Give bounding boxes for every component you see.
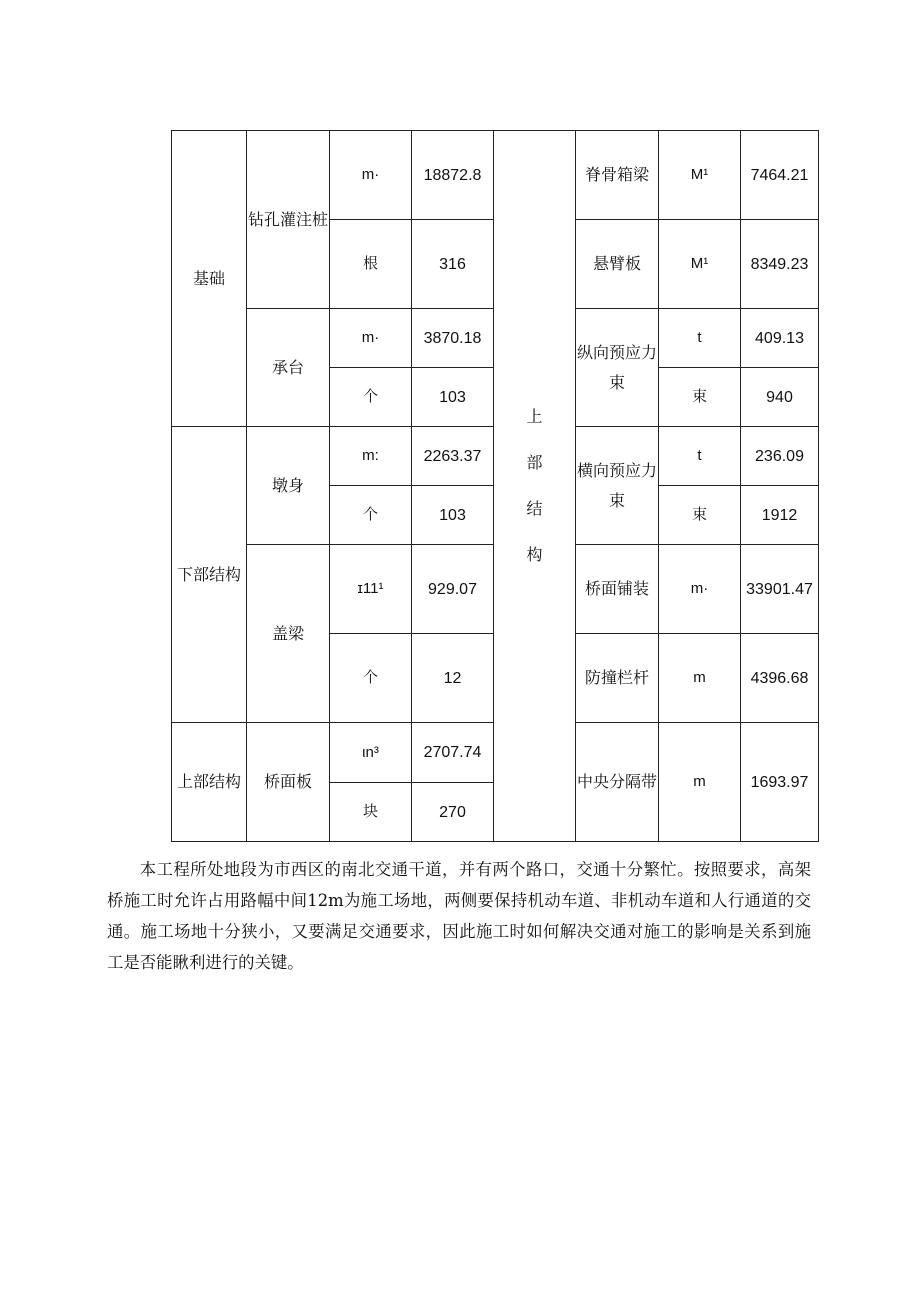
- value-cell: 316: [412, 220, 494, 309]
- item-cantilever-slab: 悬臂板: [576, 220, 659, 309]
- unit-cell: 束: [659, 486, 741, 545]
- unit-cell: m: [659, 634, 741, 723]
- category-superstructure: [494, 131, 576, 842]
- unit-cell: 根: [330, 220, 412, 309]
- value-cell: 2263.37: [412, 427, 494, 486]
- unit-cell: t: [659, 309, 741, 368]
- category-superstructure-left: 上部结构: [172, 723, 247, 842]
- value-cell: 3870.18: [412, 309, 494, 368]
- item-pile-cap: 承台: [247, 309, 330, 427]
- unit-cell: m: [659, 723, 741, 842]
- value-cell: 236.09: [741, 427, 819, 486]
- value-cell: 1912: [741, 486, 819, 545]
- value-cell: 4396.68: [741, 634, 819, 723]
- value-cell: 409.13: [741, 309, 819, 368]
- value-cell: 7464.21: [741, 131, 819, 220]
- unit-cell: t: [659, 427, 741, 486]
- item-bored-pile: 钻孔灌注桩: [247, 131, 330, 309]
- value-cell: 8349.23: [741, 220, 819, 309]
- item-median-strip: 中央分隔带: [576, 723, 659, 842]
- item-deck-slab: 桥面板: [247, 723, 330, 842]
- item-cap-beam: 盖梁: [247, 545, 330, 723]
- body-paragraph: [107, 854, 811, 978]
- category-foundation: 基础: [172, 131, 247, 427]
- value-cell: 2707.74: [412, 723, 494, 783]
- category-substructure: 下部结构: [172, 427, 247, 723]
- value-cell: 940: [741, 368, 819, 427]
- category-char: 构: [526, 545, 543, 564]
- unit-cell: m·: [330, 131, 412, 220]
- item-box-girder: 脊骨箱梁: [576, 131, 659, 220]
- item-longitudinal-prestress: 纵向预应力束: [576, 309, 659, 427]
- item-deck-pavement: 桥面铺装: [576, 545, 659, 634]
- unit-cell: ɪ11¹: [330, 545, 412, 634]
- value-cell: 270: [412, 783, 494, 842]
- category-char: 部: [526, 453, 543, 472]
- value-cell: 103: [412, 486, 494, 545]
- quantities-table: [171, 130, 819, 842]
- unit-cell: M¹: [659, 131, 741, 220]
- value-cell: 33901.47: [741, 545, 819, 634]
- unit-cell: 个: [330, 634, 412, 723]
- value-cell: 103: [412, 368, 494, 427]
- value-cell: 1693.97: [741, 723, 819, 842]
- category-char: 结: [526, 499, 543, 518]
- unit-cell: m·: [330, 309, 412, 368]
- unit-cell: 个: [330, 486, 412, 545]
- category-char: 上: [526, 407, 543, 426]
- value-cell: 12: [412, 634, 494, 723]
- paragraph-text: 本工程所处地段为市西区的南北交通干道，并有两个路口，交通十分繁忙。按照要求，高架桥施工时允许占用路幅中间12m为施工场地，两侧要保持机动车道、非机动车道和人行通道的交通。施工场地十分狭小，又要满足交通要求，因此施工时如何解决交通对施工的影响是关系到施工是否能瞅利进行的关键。: [107, 860, 811, 972]
- unit-cell: ιn³: [330, 723, 412, 783]
- value-cell: 18872.8: [412, 131, 494, 220]
- unit-cell: 束: [659, 368, 741, 427]
- unit-cell: m·: [659, 545, 741, 634]
- value-cell: 929.07: [412, 545, 494, 634]
- item-crash-barrier: 防撞栏杆: [576, 634, 659, 723]
- item-transverse-prestress: 横向预应力束: [576, 427, 659, 545]
- unit-cell: 个: [330, 368, 412, 427]
- item-pier-body: 墩身: [247, 427, 330, 545]
- unit-cell: M¹: [659, 220, 741, 309]
- unit-cell: 块: [330, 783, 412, 842]
- unit-cell: m:: [330, 427, 412, 486]
